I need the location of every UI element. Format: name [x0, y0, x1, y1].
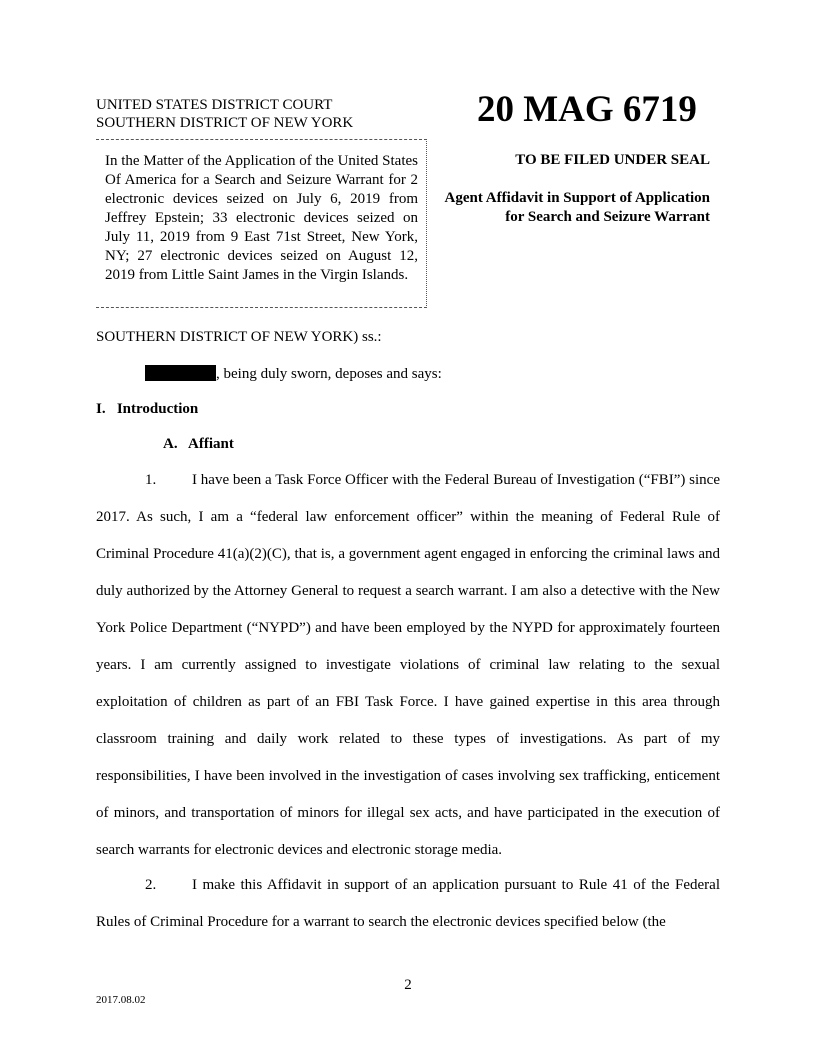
- paragraph-text: I make this Affidavit in support of an application pursuant to Rule 41 of the Federal Rules of Criminal Procedure for a warrant to search the electronic devices specified below (the: [96, 877, 720, 930]
- case-number: 20 MAG 6719: [477, 89, 697, 130]
- court-name: [96, 96, 353, 132]
- section-heading-introduction: I. Introduction: [96, 401, 199, 417]
- paragraph-2: [96, 867, 720, 941]
- page-number: 2: [404, 977, 412, 993]
- paragraph-number: 1.: [145, 472, 157, 488]
- redaction-bar: [145, 365, 216, 381]
- paragraph-text: I have been a Task Force Officer with the Federal Bureau of Investigation (“FBI”) since 2017. As such, I am a “federal law enforcement officer” within the meaning of Federal Rule of Criminal Procedure 41(a)(2)(C), that is, a government agent engaged in enforcing the criminal laws and duly authorized by the Attorney General to request a search warrant. I am also a detective with the New York Police Department (“NYPD”) and have been employed by the NYPD for approximately fourteen years. I am currently assigned to investigate violations of criminal law relating to the sexual exploitation of children as part of an FBI Task Force. I have gained expertise in this area through classroom training and daily work related to these types of investigations. As part of my responsibilities, I have been involved in the investigation of cases involving sex trafficking, enticement of minors, and transportation of minors for illegal sex acts, and have participated in the execution of search warrants for electronic devices and electronic storage media.: [96, 472, 720, 858]
- form-version: 2017.08.02: [96, 994, 146, 1006]
- affidavit-heading: Agent Affidavit in Support of Application for Search and Seizure Warrant: [444, 190, 710, 225]
- court-line-2: SOUTHERN DISTRICT OF NEW YORK: [96, 115, 354, 131]
- sworn-text: , being duly sworn, deposes and says:: [216, 366, 442, 382]
- seal-notice: TO BE FILED UNDER SEAL: [515, 152, 710, 168]
- subsection-heading-affiant: A. Affiant: [163, 436, 234, 452]
- case-caption-box: [96, 139, 427, 308]
- paragraph-1: [96, 462, 720, 869]
- court-line-1: UNITED STATES DISTRICT COURT: [96, 97, 333, 113]
- venue-line: SOUTHERN DISTRICT OF NEW YORK) ss.:: [96, 329, 382, 345]
- paragraph-number: 2.: [145, 877, 157, 893]
- sworn-line: [145, 365, 442, 383]
- case-caption-text: In the Matter of the Application of the United States Of America for a Search and Seizure Warrant for 2 electronic devices seized on July 6, 2019 from Jeffrey Epstein; 33 electronic devices seized on July 11, 2019 from 9 East 71st Street, New York, NY; 27 electronic devices seized on August 12, 2019 from Little Saint James in the Virgin Islands.: [105, 153, 418, 283]
